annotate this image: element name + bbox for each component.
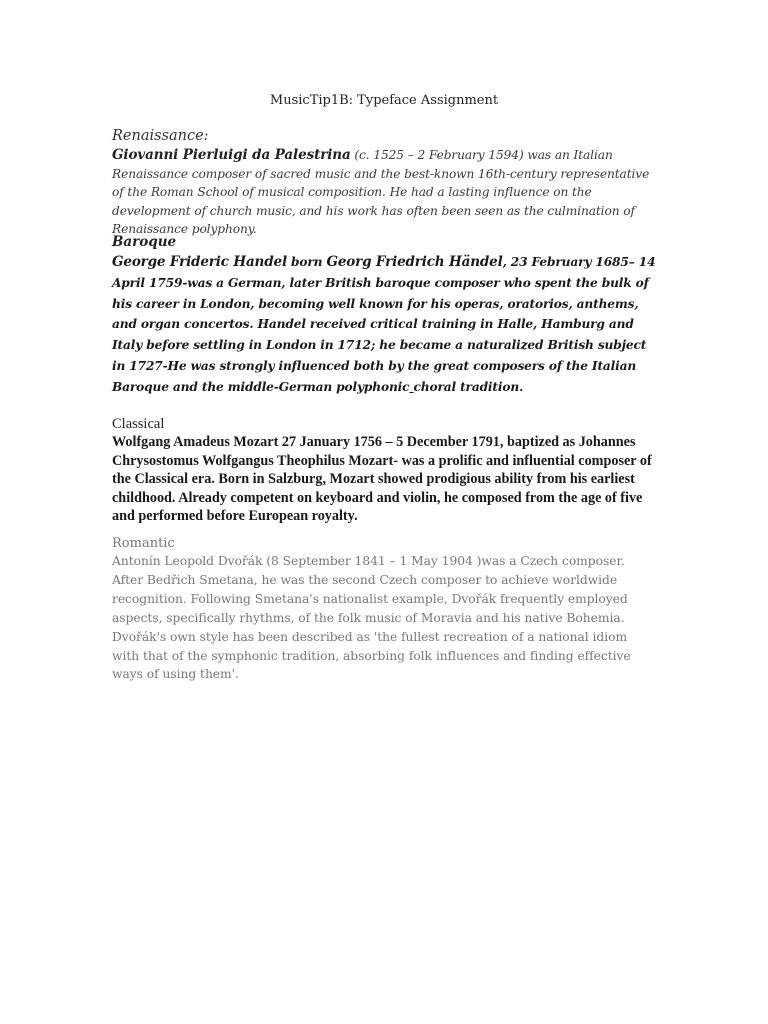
classical-text-a: Wolfgang Amadeus Mozart 27 January 1756 – 5 December 1791, baptized as Johannes Chrysostomus Wolfgangus Theophilus Mozart- was a prolific and influential composer of the Classical era. Born in Salzburg [112,434,652,488]
renaissance-heading: Renaissance: [112,128,209,144]
romantic-paragraph: Antonín Leopold Dvořák (8 September 1841 – 1 May 1904 )was a Czech composer. After Bedřich Smetana, he was the second Czech composer to achieve worldwide recognition. Following Smetana's nationalist example, Dvořák frequently employed aspects, specifically rhythms, of the folk music of Moravia and his native Bohemia. Dvořák's own style has been described as 'the fullest recreation of a national idiom with that of the symphonic tradition, absorbing folk influences and finding effective ways of using them'. [112,554,631,682]
document-title: MusicTip1B: Typeface Assignment [269,93,499,108]
classical-text-b: Mozart showed prodigious ability from his earliest childhood. Already competent on keyboard and violin, he composed from the age of five and performed before European royalty. [112,471,643,525]
baroque-text-c: choral tradition. [413,379,524,394]
section-romantic [112,536,657,684]
baroque-paragraph [112,252,657,398]
section-classical [112,416,657,526]
renaissance-text: (c. 1525 – 2 February 1594) was an Italian Renaissance composer of sacred music and the best-known 16th-century representative of the Roman School of musical composition. He had a lasting influence on the development of church music, and his work has often been seen as the culmination of Renaissance polyphony. [112,148,650,236]
palestrina-name: Giovanni Pierluigi da Palestrina [112,147,351,163]
section-renaissance [112,128,657,239]
baroque-text-a: born [286,255,327,269]
classical-underlined-comma: , [322,471,326,488]
baroque-heading: Baroque [112,234,177,250]
renaissance-paragraph [112,146,657,239]
section-baroque [112,234,657,398]
classical-heading: Classical [112,416,165,432]
baroque-text-b: , 23 February 1685– 14 April 1759-was a German, later British baroque composer who spent the bulk of his career in London, becoming well known for his operas, oratorios, anthems, and organ concertos. Handel received critical training in Halle, Hamburg and Italy before settling in London in 1712; he became a naturalized British subject in 1727-He was strongly influenced both by the great composers of the Italian Baroque and the middle-German polyphonic [112,255,656,394]
classical-paragraph [112,433,657,526]
romantic-heading: Romantic [112,536,175,551]
handel-name: George Frideric Handel [112,254,287,270]
handel-german-name: Georg Friedrich Händel [326,254,503,270]
